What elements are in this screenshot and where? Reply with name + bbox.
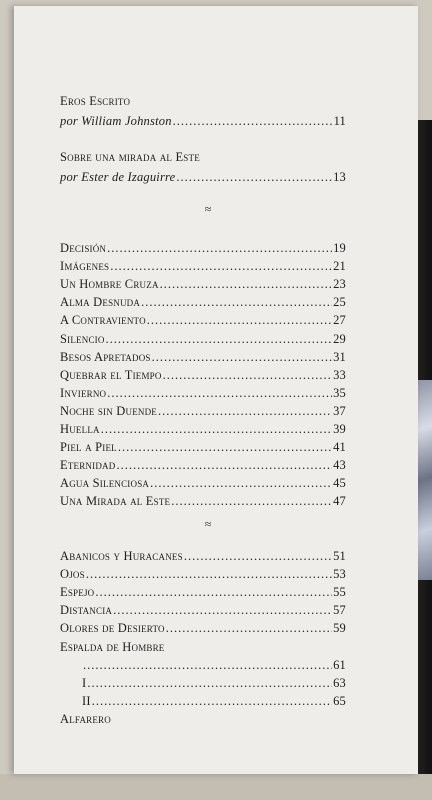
leader-dots bbox=[86, 567, 332, 582]
toc-entry bbox=[60, 313, 346, 328]
toc-entry bbox=[60, 549, 346, 564]
toc-entry-page: 63 bbox=[333, 675, 346, 690]
toc-entry bbox=[60, 368, 346, 383]
toc-entry-title: Ojos bbox=[60, 567, 85, 582]
toc-entry-page: 45 bbox=[333, 476, 346, 491]
leader-dots bbox=[107, 386, 332, 401]
front-entry-1 bbox=[60, 114, 346, 129]
toc-entry bbox=[60, 458, 346, 473]
table-surface bbox=[0, 774, 432, 800]
front-page-1: 11 bbox=[333, 114, 346, 128]
toc-entry bbox=[60, 440, 346, 455]
toc-entry bbox=[60, 422, 346, 437]
toc-entry-page: 59 bbox=[333, 621, 346, 636]
toc-entry-page: 41 bbox=[333, 440, 346, 455]
toc-entry-title: Quebrar el Tiempo bbox=[60, 367, 162, 382]
toc-entry bbox=[82, 694, 346, 709]
toc-entry-title: Espejo bbox=[60, 585, 95, 600]
toc-entry-title: I bbox=[82, 675, 87, 690]
toc-entry bbox=[60, 603, 346, 618]
toc-entry bbox=[60, 621, 346, 636]
toc-entry-title: Invierno bbox=[60, 385, 107, 400]
leader-dots bbox=[158, 404, 332, 419]
leader-dots bbox=[95, 585, 332, 600]
toc-entry-page: 21 bbox=[333, 259, 346, 274]
toc-entry-page: 43 bbox=[333, 458, 346, 473]
toc-entry bbox=[60, 277, 346, 292]
toc-entry bbox=[60, 332, 346, 347]
toc-entry-page: 55 bbox=[333, 585, 346, 600]
toc-entry-page: 33 bbox=[333, 367, 346, 382]
toc-entry-title: Alfarero bbox=[60, 711, 111, 726]
front-author-1: por William Johnston bbox=[60, 114, 172, 128]
leader-dots bbox=[184, 549, 332, 564]
leader-dots bbox=[87, 676, 332, 691]
toc-entry bbox=[60, 476, 346, 491]
toc-entry-title: A Contraviento bbox=[60, 313, 146, 328]
toc-entry-page: 51 bbox=[333, 549, 346, 563]
toc-entry bbox=[60, 640, 346, 655]
toc-entry-page: 23 bbox=[333, 277, 346, 292]
leader-dots bbox=[160, 277, 332, 292]
front-title-2: Sobre una mirada al Este bbox=[60, 150, 200, 164]
toc-entry bbox=[82, 676, 346, 691]
leader-dots bbox=[163, 368, 333, 383]
leader-dots bbox=[113, 603, 332, 618]
toc-entry-page: 35 bbox=[333, 385, 346, 400]
toc-entry-page: 53 bbox=[333, 567, 346, 582]
toc-entry-page: 31 bbox=[333, 349, 346, 364]
toc-entry-title: Espalda de Hombre bbox=[60, 639, 165, 654]
leader-dots bbox=[116, 458, 332, 473]
toc-entry-page: 29 bbox=[333, 331, 346, 346]
toc-entry-title: Una Mirada al Este bbox=[60, 494, 171, 509]
toc-entry-title: Eternidad bbox=[60, 458, 116, 473]
section-separator-1: ≈ bbox=[204, 202, 212, 216]
toc-entry-page: 61 bbox=[333, 657, 346, 672]
toc-entry-title: Decisión bbox=[60, 241, 107, 255]
front-entry-2 bbox=[60, 170, 346, 185]
toc-entry bbox=[60, 494, 346, 509]
leader-dots bbox=[152, 350, 332, 365]
section-separator-2: ≈ bbox=[204, 517, 212, 531]
leader-dots bbox=[171, 494, 332, 509]
leader-dots bbox=[150, 476, 332, 491]
toc-entry bbox=[60, 350, 346, 365]
toc-entry-title: Olores de Desierto bbox=[60, 621, 165, 636]
toc-entry-title: Silencio bbox=[60, 331, 105, 346]
toc-entry-page: 39 bbox=[333, 422, 346, 436]
leader-dots bbox=[166, 621, 332, 636]
toc-entry-title: Un Hombre Cruza bbox=[60, 277, 159, 292]
toc-entry-title: Agua Silenciosa bbox=[60, 476, 150, 491]
toc-entry-title: Noche sin Duende bbox=[60, 403, 157, 418]
front-title-1: Eros Escrito bbox=[60, 94, 131, 108]
toc-entry-page: 19 bbox=[333, 241, 346, 255]
toc-entry bbox=[60, 295, 346, 310]
toc-entry bbox=[60, 404, 346, 419]
toc-entry bbox=[60, 241, 346, 256]
leader-dots bbox=[101, 422, 332, 437]
toc-entry bbox=[82, 658, 346, 673]
leader-dots bbox=[173, 114, 333, 129]
leader-dots bbox=[176, 170, 332, 185]
toc-entry bbox=[60, 712, 346, 727]
leader-dots bbox=[141, 295, 332, 310]
toc-entry-title: Imágenes bbox=[60, 259, 110, 274]
leader-dots bbox=[107, 241, 332, 256]
leader-dots bbox=[147, 313, 332, 328]
toc-entry-page: 47 bbox=[333, 494, 346, 509]
toc-entry bbox=[60, 585, 346, 600]
leader-dots bbox=[92, 694, 332, 709]
toc-entry bbox=[60, 386, 346, 401]
toc-entry bbox=[60, 567, 346, 582]
toc-entry-title: Abanicos y Huracanes bbox=[60, 549, 183, 563]
toc-entry-title: Alma Desnuda bbox=[60, 295, 141, 310]
leader-dots bbox=[118, 440, 332, 455]
toc-entry-page: 57 bbox=[333, 603, 346, 618]
toc-entry-page: 27 bbox=[333, 313, 346, 328]
front-page-2: 13 bbox=[333, 170, 346, 184]
toc-entry-title: Distancia bbox=[60, 603, 113, 618]
toc-entry-title: Huella bbox=[60, 422, 100, 436]
toc-entry-page: 65 bbox=[333, 693, 346, 708]
leader-dots bbox=[106, 332, 333, 347]
toc-entry-page: 37 bbox=[333, 403, 346, 418]
toc-entry bbox=[60, 259, 346, 274]
toc-entry-title: Besos Apretados bbox=[60, 349, 151, 364]
leader-dots bbox=[110, 259, 332, 274]
toc-entry-page: 25 bbox=[333, 295, 346, 310]
leader-dots bbox=[83, 658, 332, 673]
front-author-2: por Ester de Izaguirre bbox=[60, 170, 176, 184]
toc-entry-title: II bbox=[82, 693, 91, 708]
toc-entry-title: Piel a Piel bbox=[60, 440, 117, 455]
